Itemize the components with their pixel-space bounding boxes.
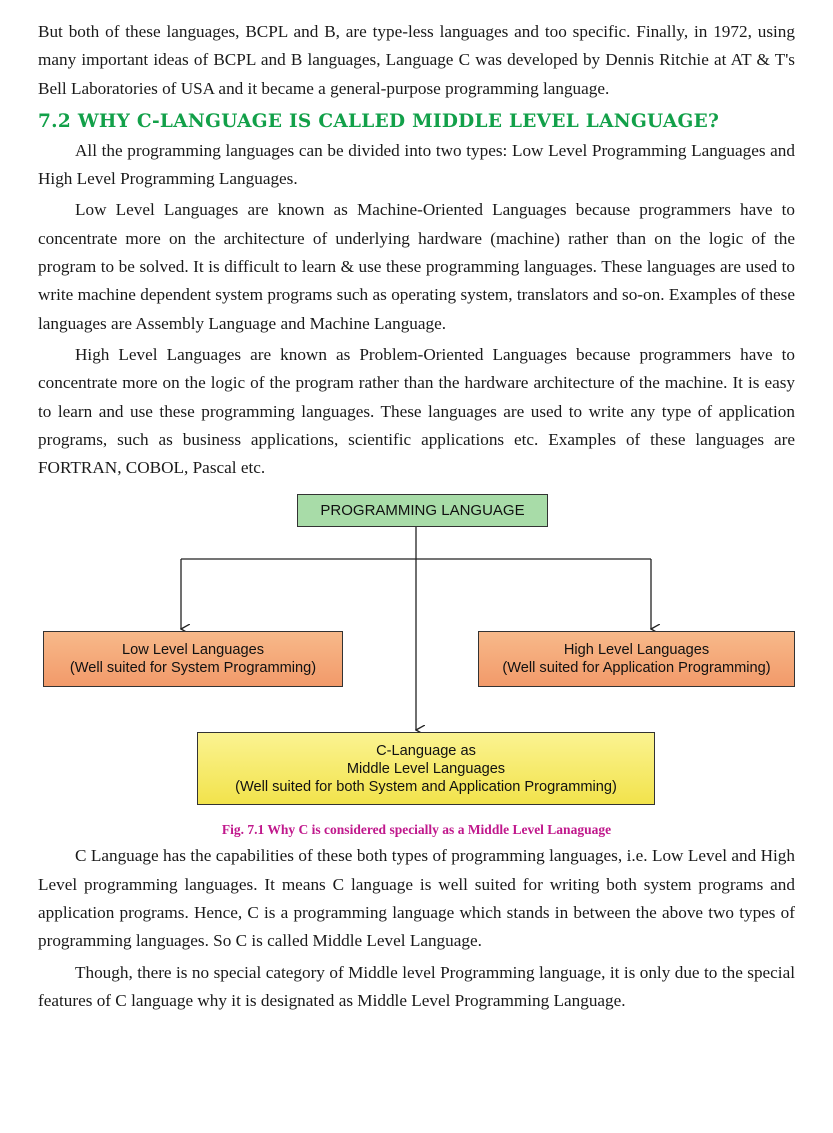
paragraph-c-designation: Though, there is no special category of Middle level Programming language, it is only due to the special features of C language why it is designated as Middle Level Programming Language. — [38, 962, 795, 1010]
high-level-subtitle: (Well suited for Application Programming) — [502, 660, 771, 677]
paragraph-high-level: High Level Languages are known as Problem-Oriented Languages because programmers have to concentrate more on the logic of the program rather than the hardware architecture of the machine. It is easy to learn and use these programming languages. These languages are used to write any type of application programs, such as business applications, scientific applications etc. Examples of these languages are FORTRAN, COBOL, Pascal etc. — [38, 344, 795, 478]
low-level-languages-box — [43, 631, 343, 687]
paragraph-low-level: Low Level Languages are known as Machine-Oriented Languages because programmers have to concentrate more on the architecture of underlying hardware (machine) rather than on the logic of the program to be solved. It is difficult to learn & use these programming languages. These languages are used to write machine dependent system programs such as operating system, translators and so-on. Examples of these languages are Assembly Language and Machine Language. — [38, 200, 795, 333]
programming-language-label: PROGRAMMING LANGUAGE — [320, 501, 525, 519]
paragraph-language-types: All the programming languages can be divided into two types: Low Level Programming Languages and High Level Programming Languages. — [38, 140, 795, 189]
section-heading: 7.2 WHY C-LANGUAGE IS CALLED MIDDLE LEVEL LANGUAGE? — [38, 110, 720, 132]
language-classification-diagram — [38, 494, 795, 814]
low-level-subtitle: (Well suited for System Programming) — [69, 660, 317, 677]
programming-language-box — [297, 494, 548, 527]
middle-level-line1: C-Language as — [376, 742, 476, 759]
middle-level-line2: Middle Level Languages — [346, 760, 506, 777]
middle-level-line3: (Well suited for both System and Application Programming) — [235, 778, 617, 795]
middle-level-language-box — [197, 732, 655, 805]
high-level-languages-box — [478, 631, 795, 687]
document-page — [38, 18, 795, 1015]
paragraph-c-capabilities: C Language has the capabilities of these both types of programming languages, i.e. Low Level and High Level programming languages. It means C language is well suited for writing both system programs and application programs. Hence, C is a programming language which stands in between the above two types of programming languages. So C is called Middle Level Language. — [38, 846, 795, 951]
high-level-title: High Level Languages — [563, 642, 710, 659]
figure-caption: Fig. 7.1 Why C is considered specially as a Middle Level Lanaguage — [221, 822, 612, 838]
intro-paragraph: But both of these languages, BCPL and B, are type-less languages and too specific. Finally, in 1972, using many important ideas of BCPL and B languages, Language C was developed by Dennis Ritchie at AT & T's Bell Laboratories of USA and it became a general-purpose programming language. — [38, 22, 795, 98]
low-level-title: Low Level Languages — [122, 642, 264, 659]
